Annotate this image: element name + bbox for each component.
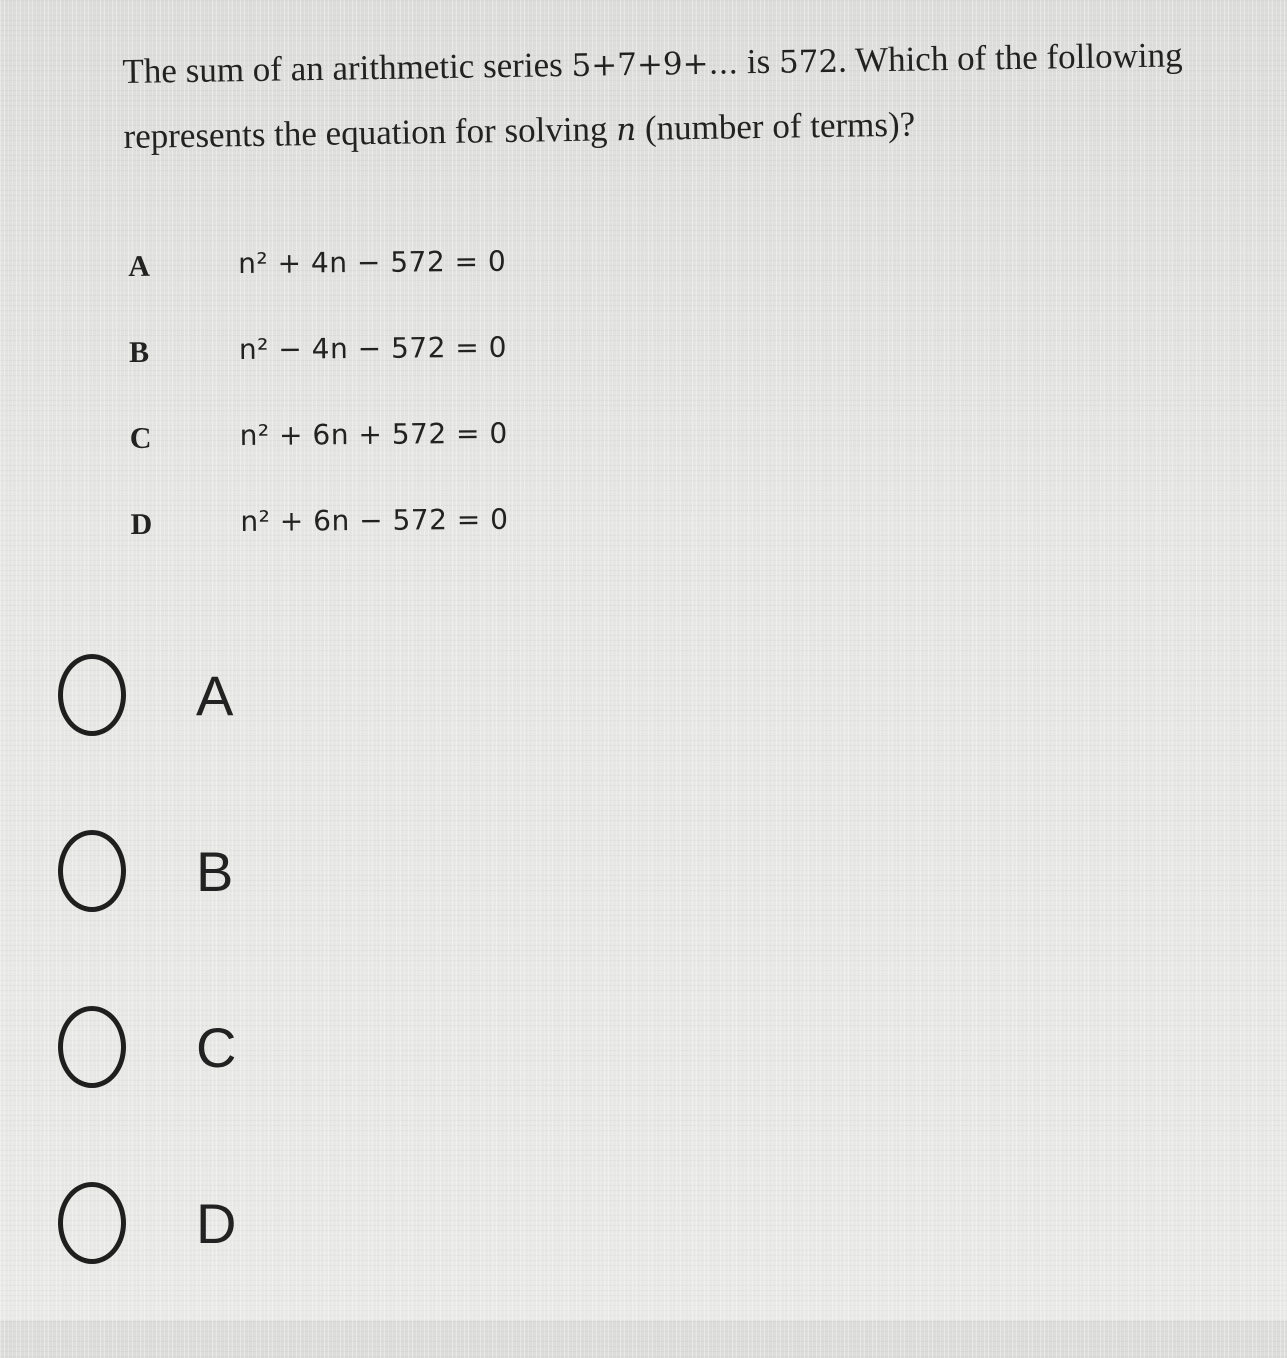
question-text-start: The sum of an arithmetic series [122, 44, 572, 91]
answer-label-c[interactable]: C [196, 1016, 237, 1079]
option-equation: n² + 4n − 572 = 0 [238, 244, 507, 281]
answer-choices [58, 654, 458, 1358]
answer-option-d[interactable] [58, 1182, 458, 1358]
option-row-d [130, 493, 731, 584]
answer-label-b[interactable]: B [196, 840, 234, 903]
option-equation: n² + 6n − 572 = 0 [240, 502, 509, 539]
options-table [128, 235, 731, 584]
option-row-c [130, 407, 731, 498]
answer-option-a[interactable] [58, 654, 458, 830]
option-letter: A [128, 249, 151, 283]
option-equation: n² − 4n − 572 = 0 [238, 330, 508, 367]
question-text-end: (number of terms)? [635, 104, 916, 148]
option-row-a [128, 235, 729, 326]
question-text-middle: is [737, 41, 780, 82]
answer-label-d[interactable]: D [196, 1192, 237, 1255]
question-text [122, 22, 1254, 170]
option-letter: D [130, 507, 153, 541]
answer-label-a[interactable]: A [196, 664, 234, 727]
radio-button-b[interactable] [58, 830, 126, 912]
option-row-b [129, 321, 730, 412]
option-letter: C [129, 421, 152, 455]
option-letter: B [128, 335, 150, 369]
radio-button-c[interactable] [58, 1006, 126, 1088]
question-text-continued: . Which of the following represents the equation for solving [123, 35, 1183, 156]
variable-n: n [615, 111, 637, 149]
option-equation: n² + 6n + 572 = 0 [239, 416, 508, 453]
series-sum: 572 [778, 43, 839, 81]
radio-button-a[interactable] [58, 654, 126, 736]
radio-button-d[interactable] [58, 1182, 126, 1264]
answer-option-b[interactable] [58, 830, 458, 1006]
series-expression: 5+7+9+... [571, 45, 739, 84]
answer-option-c[interactable] [58, 1006, 458, 1182]
